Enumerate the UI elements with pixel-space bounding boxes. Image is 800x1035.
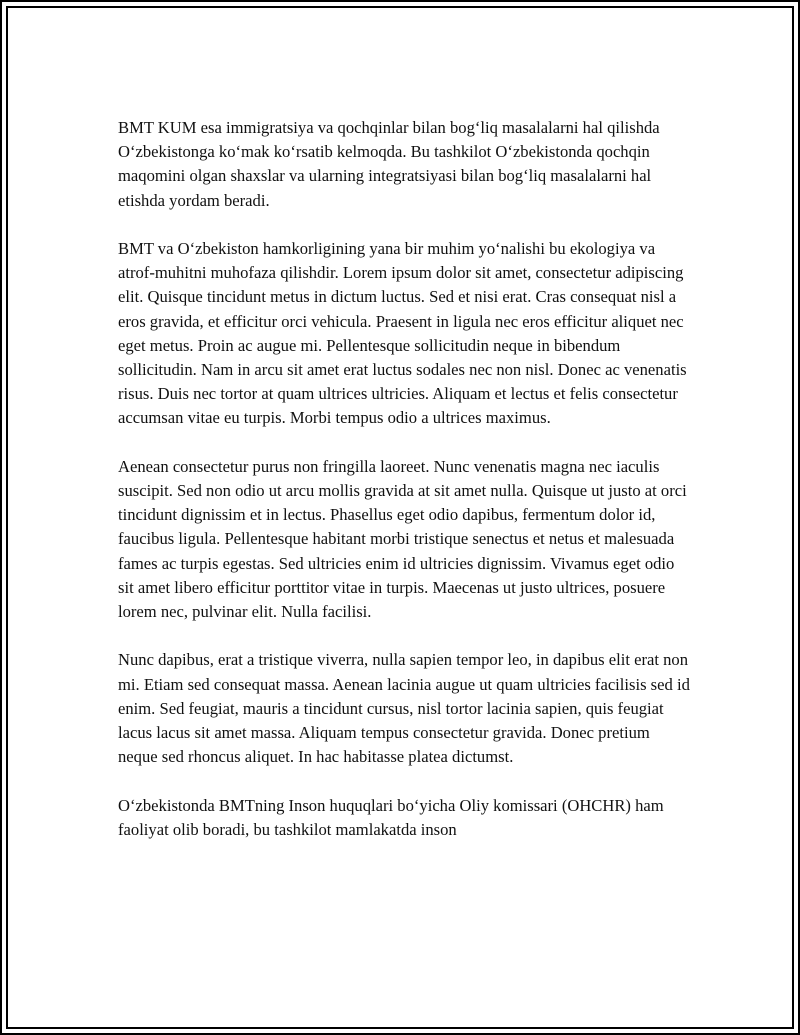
paragraph-3: Aenean consectetur purus non fringilla laoreet. Nunc venenatis magna nec iaculis suscipit. Sed non odio ut arcu mollis gravida at sit amet nulla. Quisque ut justo at orci tincidunt dignissim et in lectus. Phasellus eget odio dapibus, fermentum dolor id, faucibus ligula. Pellentesque habitant morbi tristique senectus et netus et malesuada fames ac turpis egestas. Sed ultricies enim id ultricies dignissim. Vivamus eget odio sit amet libero efficitur porttitor vitae in turpis. Maecenas ut justo ultrices, posuere lorem nec, pulvinar elit. Nulla facilisi. bbox=[118, 456, 687, 622]
paragraph-2: BMT va O‘zbekiston hamkorligining yana bir muhim yo‘nalishi bu ekologiya va atrof-muhitni muhofaza qilishdir. Lorem ipsum dolor sit amet, consectetur adipiscing elit. Quisque tincidunt metus in dictum luctus. Sed et nisi erat. Cras consequat nisl a eros gravida, et efficitur orci vehicula. Praesent in ligula nec eros efficitur aliquet nec eget metus. Proin ac augue mi. Pellentesque sollicitudin neque in bibendum sollicitudin. Nam in arcu sit amet erat luctus sodales nec non nisl. Donec ac venenatis risus. Duis nec tortor at quam ultrices ultricies. Aliquam et lectus et felis consectetur accumsan vitae eu turpis. Morbi tempus odio a ultrices maximus. bbox=[118, 239, 687, 428]
paragraph-4: Nunc dapibus, erat a tristique viverra, nulla sapien tempor leo, in dapibus elit erat non mi. Etiam sed consequat massa. Aenean lacinia augue ut quam ultricies facilisis sed id enim. Sed feugiat, mauris a tincidunt cursus, nisl tortor lacinia sapien, quis feugiat lacus lacus sit amet massa. Aliquam tempus consectetur gravida. Donec pretium neque sed rhoncus aliquet. In hac habitasse platea dictumst. bbox=[118, 650, 690, 767]
paragraph-1: BMT KUM esa immigratsiya va qochqinlar bilan bog‘liq masalalarni hal qilishda O‘zbekistonga ko‘mak ko‘rsatib kelmoqda. Bu tashkilot O‘zbekistonda qochqin maqomini olgan shaxslar va ularning integratsiyasi bilan bog‘liq masalalarni hal etishda yordam beradi. bbox=[118, 118, 660, 210]
document-body bbox=[118, 116, 693, 866]
paragraph-5: O‘zbekistonda BMTning Inson huquqlari bo‘yicha Oliy komissari (OHCHR) ham faoliyat olib boradi, bu tashkilot mamlakatda inson bbox=[118, 795, 664, 839]
